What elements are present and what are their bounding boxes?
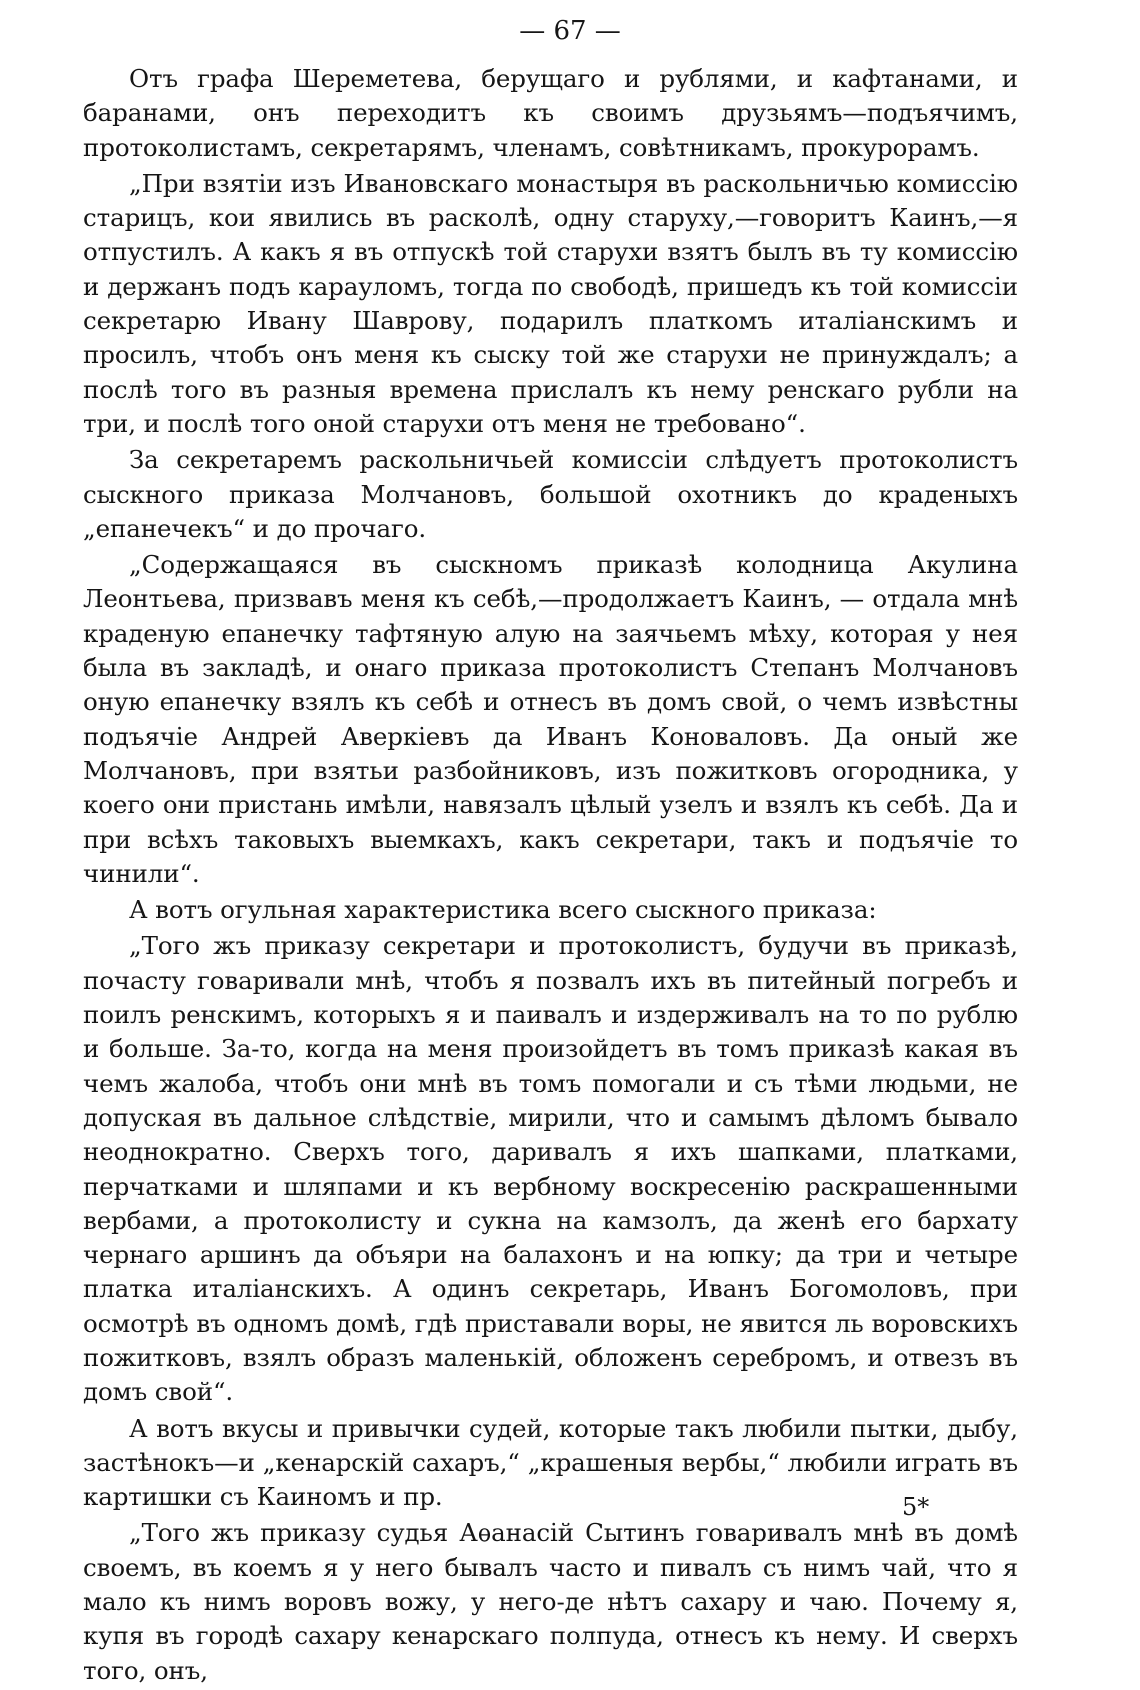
page-number: — 67 — [519, 16, 621, 46]
paragraph: „Того жъ приказу секретари и протоколистъ, будучи въ приказѣ, почасту говаривали мнѣ, чтобъ я позвалъ ихъ въ питейный погребъ и поилъ ренскимъ, которыхъ я и паивалъ и издерживалъ на то по рублю и больше. За-то, когда на меня произойдетъ въ томъ приказѣ какая въ чемъ жалоба, чтобъ они мнѣ въ томъ помогали и съ тѣми людьми, не допуская въ дальное слѣдствіе, мирили, что и самымъ дѣломъ бывало неоднократно. Сверхъ того, даривалъ я ихъ шапками, платками, перчатками и шляпами и къ вербному воскресенію раскрашенными вербами, а протоколисту и сукна на камзолъ, да женѣ его бархату чернаго аршинъ да объяри на балахонъ и на юпку; да три и четыре платка италіанскихъ. А одинъ секретарь, Иванъ Богомоловъ, при осмотрѣ въ одномъ домѣ, гдѣ приставали воры, не явится ль воровскихъ пожитковъ, взялъ образъ маленькій, обложенъ серебромъ, и отвезъ въ домъ свой“. [83, 931, 1018, 1407]
paragraph: „Того жъ приказу судья Аѳанасій Сытинъ говаривалъ мнѣ въ домѣ своемъ, въ коемъ я у него бывалъ часто и пивалъ съ нимъ чай, что я мало къ нимъ воровъ вожу, у него-де нѣтъ сахару и чаю. Почему я, купя въ городѣ сахару кенарскаго полпуда, отнесъ къ нему. И сверхъ того, онъ, [83, 1518, 1018, 1685]
paragraph: А вотъ вкусы и привычки судей, которые такъ любили пытки, дыбу, застѣнокъ—и „кенарскій сахаръ,“ „крашеныя вербы,“ любили играть въ картишки съ Каиномъ и пр. [83, 1413, 1018, 1512]
paragraph: За секретаремъ раскольничьей комиссіи слѣдуетъ протоколистъ сыскного приказа Молчановъ, большой охотникъ до краденыхъ „епанечекъ“ и до прочаго. [83, 445, 1018, 543]
paragraph: „Содержащаяся въ сыскномъ приказѣ колодница Акулина Леонтьева, призвавъ меня къ себѣ,—продолжаетъ Каинъ, — отдала мнѣ краденую епанечку тафтяную алую на заячьемъ мѣху, которая у нея была въ закладѣ, и онаго приказа протоколистъ Степанъ Молчановъ оную епанечку взялъ къ себѣ и отнесъ въ домъ свой, о чемъ извѣстны подъячіе Андрей Аверкіевъ да Иванъ Коноваловъ. Да оный же Молчановъ, при взятьи разбойниковъ, изъ пожитковъ огородника, у коего они пристань имѣли, навязалъ цѣлый узелъ и взялъ къ себѣ. Да и при всѣхъ таковыхъ выемкахъ, какъ секретари, такъ и подъячіе то чинили“. [83, 550, 1018, 888]
paragraph: А вотъ огульная характеристика всего сыскного приказа: [129, 895, 877, 925]
signature-mark: 5* [902, 1493, 930, 1521]
paragraph: Отъ графа Шереметева, берущаго и рублями, и кафтанами, и баранами, онъ переходитъ къ своимъ друзьямъ—подъячимъ, протоколистамъ, секретарямъ, членамъ, совѣтникамъ, прокурорамъ. [83, 64, 1018, 162]
body-text [83, 62, 1018, 1690]
paragraph: „При взятіи изъ Ивановскаго монастыря въ раскольничью комиссію старицъ, кои явились въ расколѣ, одну старуху,—говоритъ Каинъ,—я отпустилъ. А какъ я въ отпускѣ той старухи взятъ былъ въ ту комиссію и держанъ подъ карауломъ, тогда по свободѣ, пришедъ къ той комиссіи секретарю Ивану Шаврову, подарилъ платкомъ италіанскимъ и просилъ, чтобъ онъ меня къ сыску той же старухи не принуждалъ; а послѣ того въ разныя времена прислалъ къ нему ренскаго рубли на три, и послѣ того оной старухи отъ меня не требовано“. [83, 168, 1018, 438]
